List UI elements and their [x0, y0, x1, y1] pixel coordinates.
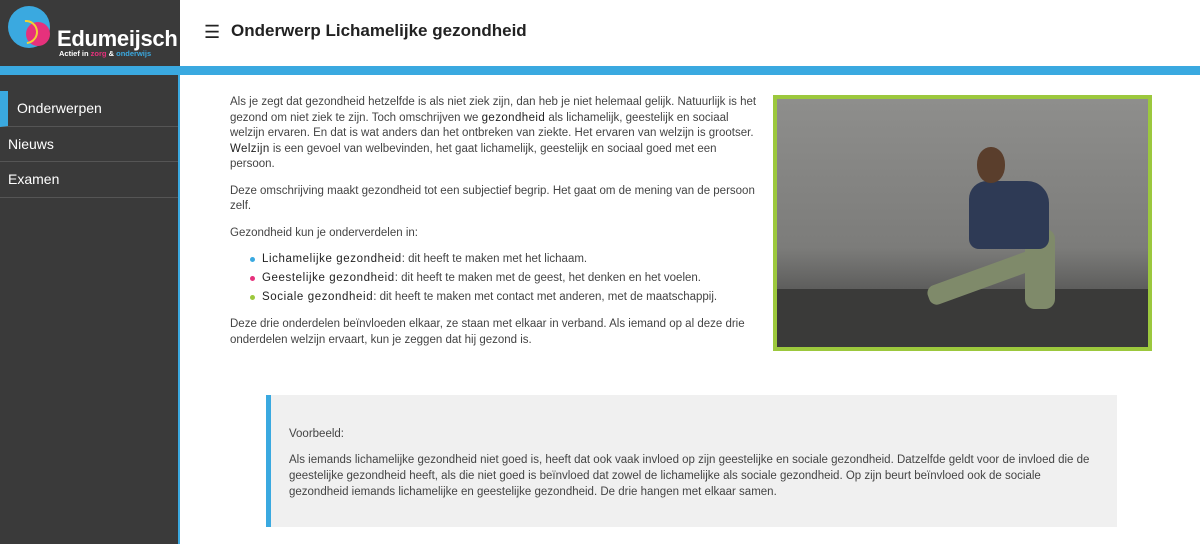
paragraph-division: Gezondheid kun je onderverdelen in: [230, 226, 418, 239]
example-box [266, 395, 1117, 527]
list-item: Sociale gezondheid: dit heeft te maken met contact met anderen, met de maatschappij. [246, 290, 758, 305]
list-item: Geestelijke gezondheid: dit heeft te maken met de geest, het denken en het voelen. [246, 271, 758, 286]
sidebar-item-examen[interactable]: Examen [0, 162, 178, 198]
stretching-man-photo [777, 99, 1148, 347]
list-item: Lichamelijke gezondheid: dit heeft te maken met het lichaam. [246, 252, 758, 267]
paragraph-subjective: Deze omschrijving maakt gezondheid tot een subjectief begrip. Het gaat om de mening van de persoon zelf. [230, 184, 755, 212]
bullet-green [250, 295, 255, 300]
paragraph-conclusion: Deze drie onderdelen beïnvloeden elkaar, ze staan met elkaar in verband. Als iemand op al deze drie onderdelen welzijn ervaart, kun je zeggen dat hij gezond is. [230, 318, 745, 346]
photo-frame [773, 95, 1152, 351]
paragraph-intro: Als je zegt dat gezondheid hetzelfde is als niet ziek zijn, dan heb je niet helemaal gelijk. Natuurlijk is het gezond om niet ziek te zijn. Toch omschrijven we gezondheid als lichamelijk, geestelijk en sociaal welzijn ervaren. En dat is wat anders dan het ontbreken van ziekte. Het ervaren van welzijn is grootser. Welzijn is een gevoel van welbevinden, het gaat lichamelijk, geestelijk en sociaal goed met een persoon. [230, 96, 757, 170]
logo-tagline: Actief in zorg & onderwijs [59, 49, 152, 58]
sidebar-spacer [0, 75, 178, 91]
bullet-blue [250, 257, 255, 262]
example-text: Als iemands lichamelijke gezondheid niet goed is, heeft dat ook vaak invloed op zijn geestelijke en sociale gezondheid. Datzelfde geldt voor de invloed die de geestelijke gezondheid heeft, als die niet goed is beïnvloed dat zowel de lichamelijke als sociale gezondheid. Op zijn beurt beïnvloed ook de sociale gezondheid iemands lichamelijke en geestelijke gezondheid. De drie hangen met elkaar samen. [289, 454, 1090, 498]
header-accent-bar [0, 66, 1200, 75]
main-content [182, 75, 1200, 544]
photo-floor [777, 289, 1148, 347]
bullet-pink [250, 276, 255, 281]
photo-figure-torso [969, 181, 1049, 249]
sidebar-item-nieuws[interactable]: Nieuws [0, 127, 178, 163]
logo-name: Edumeijsch [57, 26, 178, 51]
menu-icon[interactable]: ☰ [204, 22, 221, 42]
page-title: Onderwerp Lichamelijke gezondheid [231, 21, 527, 40]
article-text [230, 95, 758, 359]
health-types-list [246, 252, 758, 305]
photo-figure-head [977, 147, 1005, 183]
header [180, 0, 1200, 66]
example-label: Voorbeeld: [289, 428, 344, 440]
sidebar-item-onderwerpen[interactable]: Onderwerpen [0, 91, 178, 127]
logo[interactable] [0, 0, 180, 66]
sidebar [0, 75, 180, 544]
